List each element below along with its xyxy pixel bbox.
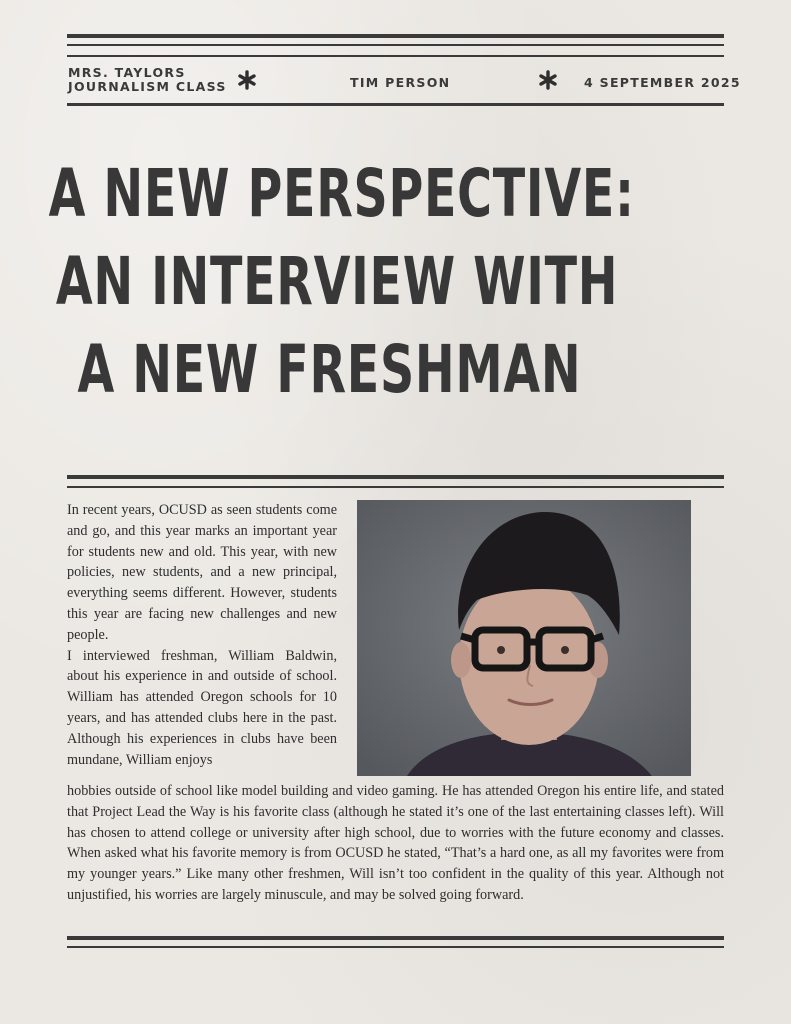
class-name [68, 66, 227, 96]
top-rule-thin-2 [67, 55, 724, 57]
top-rule-thin [67, 44, 724, 46]
section-rule-thick [67, 475, 724, 479]
class-name-line1: MRS. TAYLORS [68, 65, 186, 80]
masthead-bottom-rule [67, 103, 724, 106]
article-paragraph-1: In recent years, OCUSD as seen students come and go, and this year marks an important year for students new and old. This year, with new policies, new students, and a new principal, everything seems different. However, students this year are facing new challenges and new people. [67, 502, 337, 643]
article-continuation [67, 781, 724, 906]
portrait-illustration [357, 500, 691, 776]
headline-line1: A NEW PERSPECTIVE: [48, 155, 635, 232]
headline-line2: AN INTERVIEW WITH [55, 243, 619, 320]
portrait-photo [357, 500, 691, 776]
asterisk-icon [538, 70, 558, 90]
article-paragraph-2-continued: hobbies outside of school like model building and video gaming. He has attended Oregon his entire life, and stated that Project Lead the Way is his favorite class (although he stated it’s one of the last entertaining classes left). Will has chosen to attend college or university after high school, due to worries with the future economy and classes. When asked what his favorite memory is from OCUSD he stated, “That’s a hard one, as all my favorites were from my younger years.” Like many other freshmen, Will isn’t too confident in the quality of this year. Although not unjustified, his worries are largely minuscule, and may be solved going forward. [67, 783, 724, 903]
headline [40, 150, 635, 414]
article-column [67, 500, 337, 770]
asterisk-icon [237, 70, 257, 90]
headline-line3: A NEW FRESHMAN [77, 331, 582, 408]
issue-date: 4 SEPTEMBER 2025 [584, 75, 741, 90]
top-rule-thick [67, 34, 724, 38]
bottom-rule-thick [67, 936, 724, 940]
author-name: TIM PERSON [350, 75, 451, 90]
class-name-line2: JOURNALISM CLASS [68, 79, 227, 94]
section-rule-thin [67, 486, 724, 488]
bottom-rule-thin [67, 946, 724, 948]
article-paragraph-2: I interviewed freshman, William Baldwin, about his experience in and outside of school. William has attended Oregon schools for 10 years, and has attended clubs here in the past. Although his experiences in clubs have been mundane, William enjoys [67, 647, 337, 768]
